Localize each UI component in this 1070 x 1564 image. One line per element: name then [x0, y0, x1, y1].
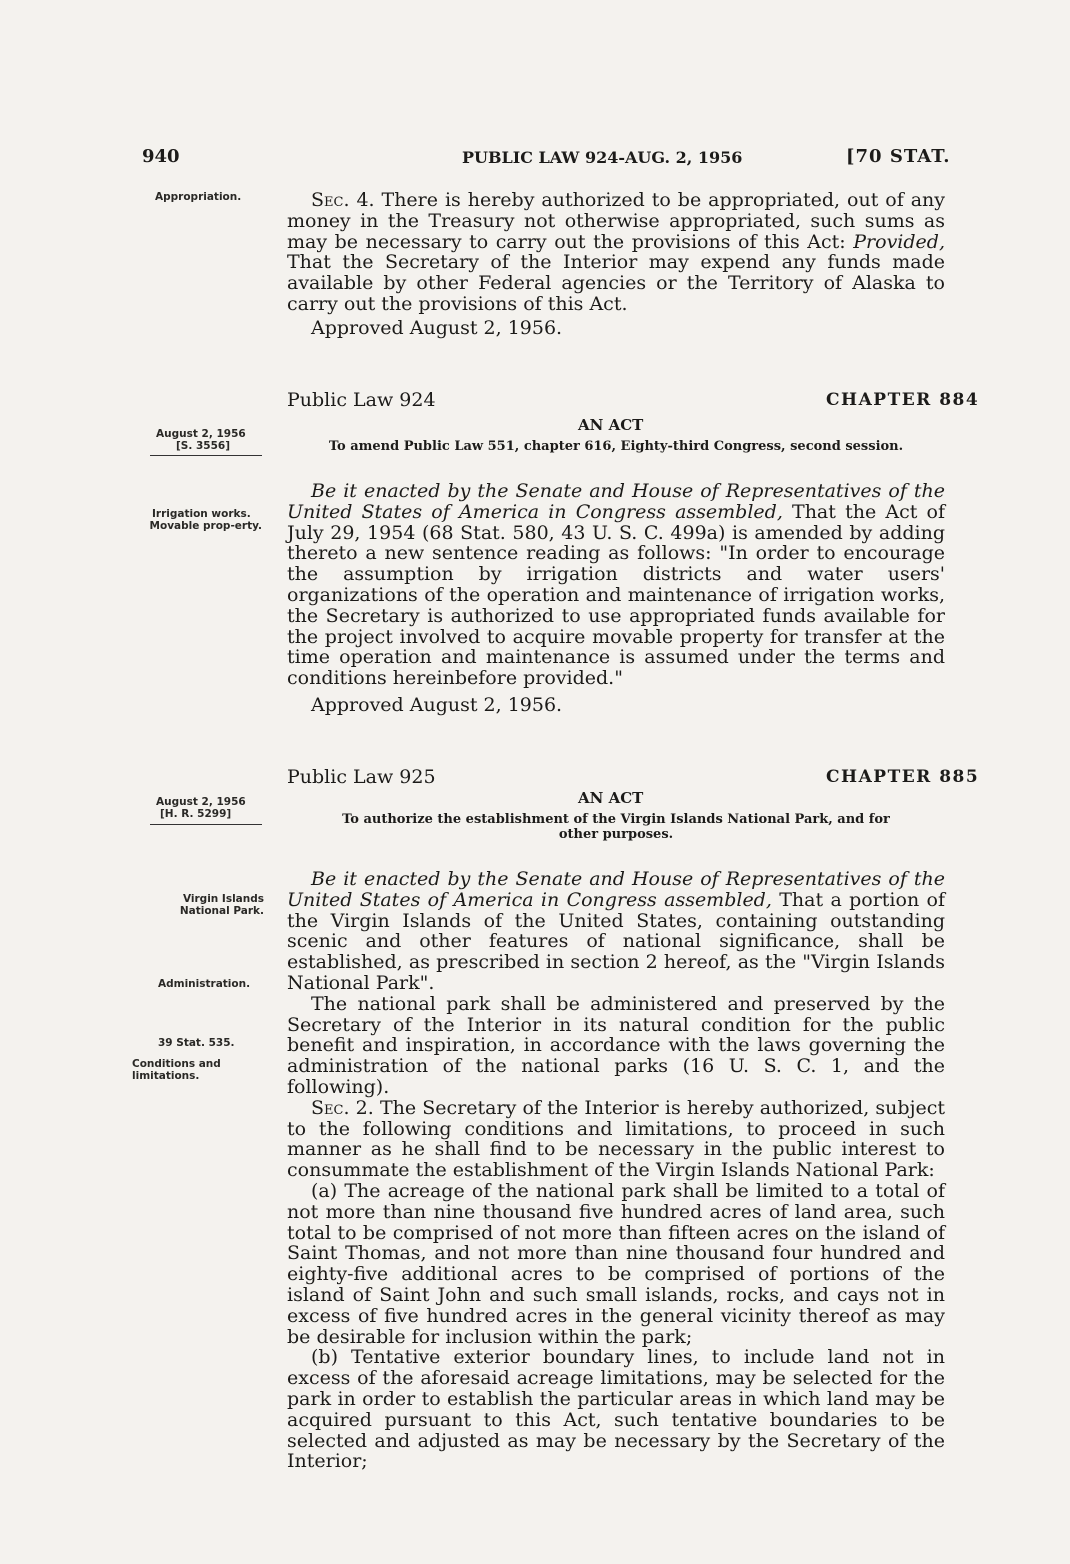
running-head: PUBLIC LAW 924-AUG. 2, 1956	[462, 148, 743, 167]
an-act-heading: AN ACT	[578, 416, 644, 434]
margin-note-appropriation: Appropriation.	[155, 191, 242, 203]
act-body-925	[287, 869, 945, 1472]
margin-note-stat-reference: 39 Stat. 535.	[158, 1037, 235, 1049]
margin-note-irrigation: Irrigation works.	[152, 508, 251, 520]
section-text: There is hereby authorized to be appropriated, out of any money in the Treasury not otherwise appropriated, such sums as may be necessary to carry out the provisions of this Act:	[287, 189, 945, 253]
page-number: 940	[142, 146, 180, 167]
act-title: To authorize the establishment of the Virgin Islands National Park, and for other purposes.	[342, 812, 890, 842]
act-text: That a portion of the Virgin Islands of the United States, containing outstanding scenic and other features of national significance, shall be established, as prescribed in section 2 hereof, as the "Virgin Islands National Park".	[287, 888, 945, 994]
approved-date: Approved August 2, 1956.	[311, 317, 563, 339]
margin-note-pl925-bill: [H. R. 5299]	[160, 808, 232, 820]
margin-rule	[150, 824, 262, 825]
section-label: Sec. 2.	[311, 1096, 374, 1119]
enacting-clause: Be it enacted by the Senate and House of Representatives of the United States of America in Congress assembled,	[287, 868, 945, 911]
an-act-heading: AN ACT	[578, 789, 644, 807]
chapter-885: CHAPTER 885	[826, 767, 980, 787]
margin-note-movable-property: Movable prop-erty.	[149, 520, 262, 532]
margin-note-pl924-date: August 2, 1956	[156, 428, 246, 440]
margin-note-pl924-bill: [S. 3556]	[176, 440, 231, 452]
margin-note-administration: Administration.	[158, 978, 251, 990]
act-title: To amend Public Law 551, chapter 616, Eighty-third Congress, second session.	[328, 439, 904, 454]
administration-paragraph: The national park shall be administered and preserved by the Secretary of the Interior in its natural condition for the public benefit and inspiration, in accordance with the laws governing the administration of the national parks (16 U. S. C. 1, and the following).	[287, 992, 945, 1098]
margin-note-virgin-islands: Virgin Islands National Park.	[179, 893, 264, 917]
approved-date: Approved August 2, 1956.	[311, 694, 563, 716]
margin-note-pl925-date: August 2, 1956	[156, 796, 246, 808]
section-4	[287, 190, 945, 315]
public-law-924: Public Law 924	[287, 389, 436, 411]
act-body-924	[287, 481, 945, 689]
public-law-925: Public Law 925	[287, 766, 436, 788]
section-text: That the Secretary of the Interior may expend any funds made available by other Federal agencies or the Territory of Alaska to carry out the provisions of this Act.	[287, 251, 945, 315]
section-label: Sec. 4.	[311, 189, 375, 211]
section-text: The Secretary of the Interior is hereby authorized, subject to the following conditions and limitations, to proceed in such manner as he shall find to be necessary in the public interest to consummate the establishment of the Virgin Islands National Park:	[287, 1096, 945, 1182]
act-text: That the Act of July 29, 1954 (68 Stat. 580, 43 U. S. C. 499a) is amended by adding thereto a new sentence reading as follows: "In order to encourage the assumption by irrigation districts and water users' organizations of the operation and maintenance of irrigation works, the Secretary is authorized to use appropriated funds available for the project involved to acquire movable property for transfer at the time operation and maintenance is assumed under the terms and conditions hereinbefore provided."	[287, 500, 945, 690]
paragraph-a: (a) The acreage of the national park shall be limited to a total of not more than nine thousand five hundred acres of land area, such total to be comprised of not more than fifteen acres on the island of Saint Thomas, and not more than nine thousand four hundred and eighty-five additional acres to be comprised of portions of the island of Saint John and such small islands, rocks, and cays not in excess of five hundred acres in the general vicinity thereof as may be desirable for inclusion within the park;	[287, 1179, 945, 1348]
margin-note-conditions: Conditions and limitations.	[132, 1058, 221, 1082]
chapter-884: CHAPTER 884	[826, 390, 980, 410]
provided-word: Provided,	[853, 230, 945, 253]
enacting-clause: Be it enacted by the Senate and House of Representatives of the United States of America in Congress assembled,	[287, 480, 945, 523]
margin-rule	[150, 455, 262, 456]
paragraph-b: (b) Tentative exterior boundary lines, to include land not in excess of the aforesaid acreage limitations, may be selected for the park in order to establish the particular areas in which land may be acquired pursuant to this Act, such tentative boundaries to be selected and adjusted as may be necessary by the Secretary of the Interior;	[287, 1346, 945, 1473]
volume-reference: [70 STAT.	[846, 146, 951, 167]
